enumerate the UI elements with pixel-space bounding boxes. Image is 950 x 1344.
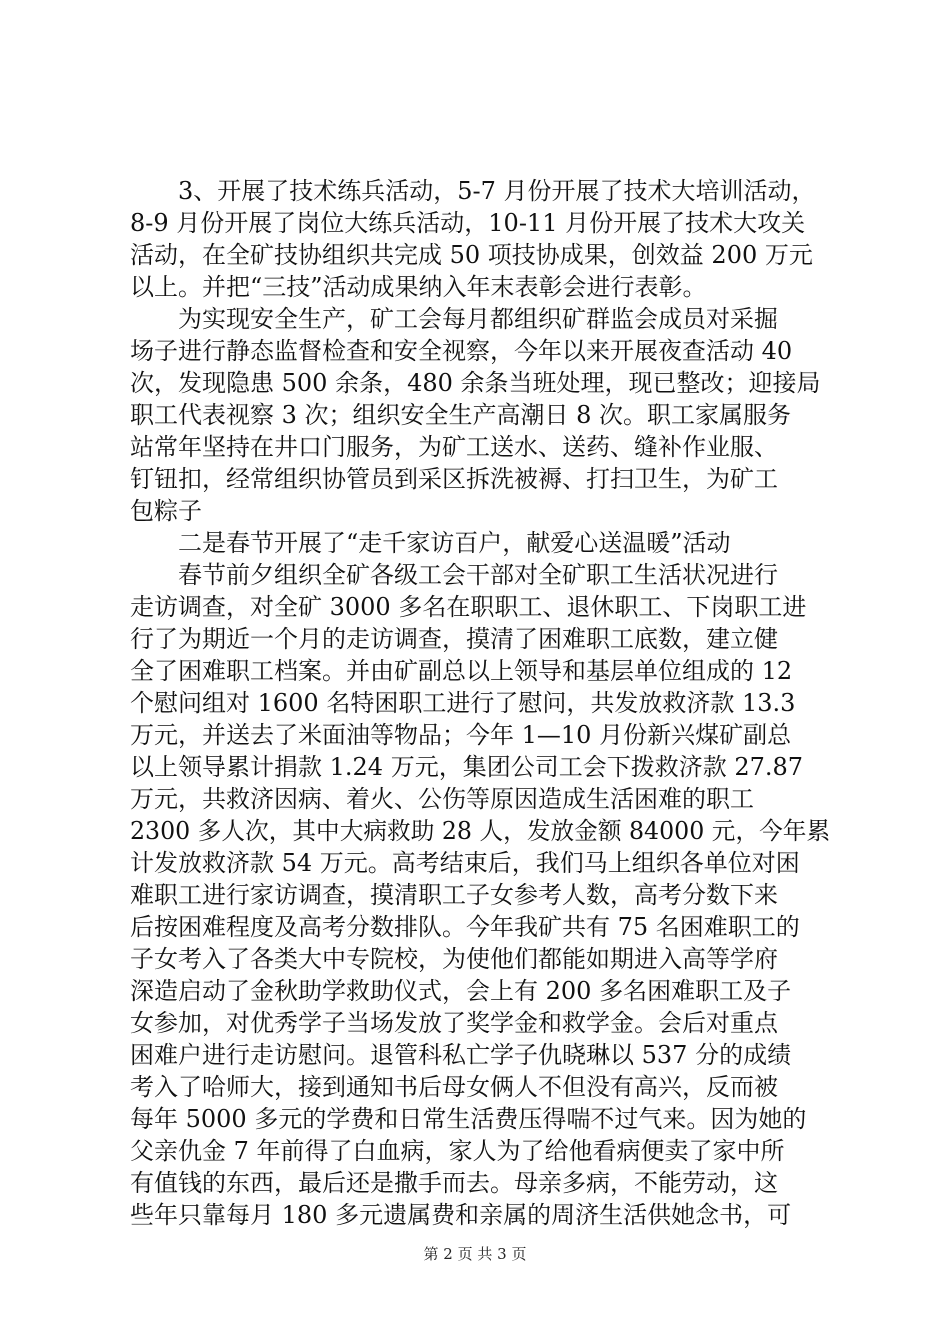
- text-line-30: 每年 5000 多元的学费和日常生活费压得喘不过气来。因为她的: [130, 1105, 807, 1133]
- text-line-5: 为实现安全生产，矿工会每月都组织矿群监会成员对采掘: [130, 305, 778, 333]
- text-line-11: 包粽子: [130, 497, 202, 525]
- text-line-22: 计发放救济款 54 万元。高考结束后，我们马上组织各单位对困: [130, 849, 800, 877]
- text-line-32: 有值钱的东西，最后还是撒手而去。母亲多病，不能劳动，这: [130, 1169, 778, 1197]
- page-number-footer: 第 2 页 共 3 页: [423, 1245, 527, 1263]
- text-line-13: 春节前夕组织全矿各级工会干部对全矿职工生活状况进行: [130, 561, 778, 589]
- text-line-19: 以上领导累计捐款 1.24 万元，集团公司工会下拨救济款 27.87: [130, 753, 804, 781]
- text-line-26: 深造启动了金秋助学救助仪式，会上有 200 多名困难职工及子: [130, 977, 792, 1005]
- text-line-7: 次，发现隐患 500 余条，480 余条当班处理，现已整改；迎接局: [130, 369, 821, 397]
- text-line-31: 父亲仇金 7 年前得了白血病，家人为了给他看病便卖了家中所: [130, 1137, 785, 1165]
- text-line-14: 走访调查，对全矿 3000 多名在职职工、退休职工、下岗职工进: [130, 593, 807, 621]
- text-line-17: 个慰问组对 1600 名特困职工进行了慰问，共发放救济款 13.3: [130, 689, 796, 717]
- text-line-8: 职工代表视察 3 次；组织安全生产高潮日 8 次。职工家属服务: [130, 401, 792, 429]
- text-line-16: 全了困难职工档案。并由矿副总以上领导和基层单位组成的 12: [130, 657, 793, 685]
- text-line-27: 女参加，对优秀学子当场发放了奖学金和救学金。会后对重点: [130, 1009, 778, 1037]
- text-line-1: 3、开展了技术练兵活动，5-7 月份开展了技术大培训活动，: [130, 177, 816, 205]
- text-line-33: 些年只靠每月 180 多元遗属费和亲属的周济生活供她念书，可: [130, 1201, 792, 1229]
- text-line-9: 站常年坚持在井口门服务，为矿工送水、送药、缝补作业服、: [130, 433, 778, 461]
- text-line-4: 以上。并把“三技”活动成果纳入年末表彰会进行表彰。: [130, 273, 707, 301]
- text-line-15: 行了为期近一个月的走访调查，摸清了困难职工底数，建立健: [130, 625, 778, 653]
- text-line-23: 难职工进行家访调查，摸清职工子女参考人数，高考分数下来: [130, 881, 778, 909]
- text-line-10: 钉钮扣，经常组织协管员到采区拆洗被褥、打扫卫生，为矿工: [130, 465, 778, 493]
- text-line-21: 2300 多人次，其中大病救助 28 人，发放金额 84000 元，今年累: [130, 817, 831, 845]
- text-line-24: 后按困难程度及高考分数排队。今年我矿共有 75 名困难职工的: [130, 913, 800, 941]
- text-line-28: 困难户进行走访慰问。退管科私亡学子仇晓琳以 537 分的成绩: [130, 1041, 792, 1069]
- text-line-12: 二是春节开展了“走千家访百户，献爱心送温暖”活动: [130, 529, 731, 557]
- text-line-29: 考入了哈师大，接到通知书后母女俩人不但没有高兴，反而被: [130, 1073, 778, 1101]
- text-line-18: 万元，并送去了米面油等物品；今年 1—10 月份新兴煤矿副总: [130, 721, 792, 749]
- text-line-2: 8-9 月份开展了岗位大练兵活动，10-11 月份开展了技术大攻关: [130, 209, 806, 237]
- text-line-20: 万元，共救济因病、着火、公伤等原因造成生活困难的职工: [130, 785, 754, 813]
- text-line-25: 子女考入了各类大中专院校，为使他们都能如期进入高等学府: [130, 945, 778, 973]
- text-line-3: 活动，在全矿技协组织共完成 50 项技协成果，创效益 200 万元: [130, 241, 813, 269]
- text-line-6: 场子进行静态监督检查和安全视察，今年以来开展夜查活动 40: [130, 337, 793, 365]
